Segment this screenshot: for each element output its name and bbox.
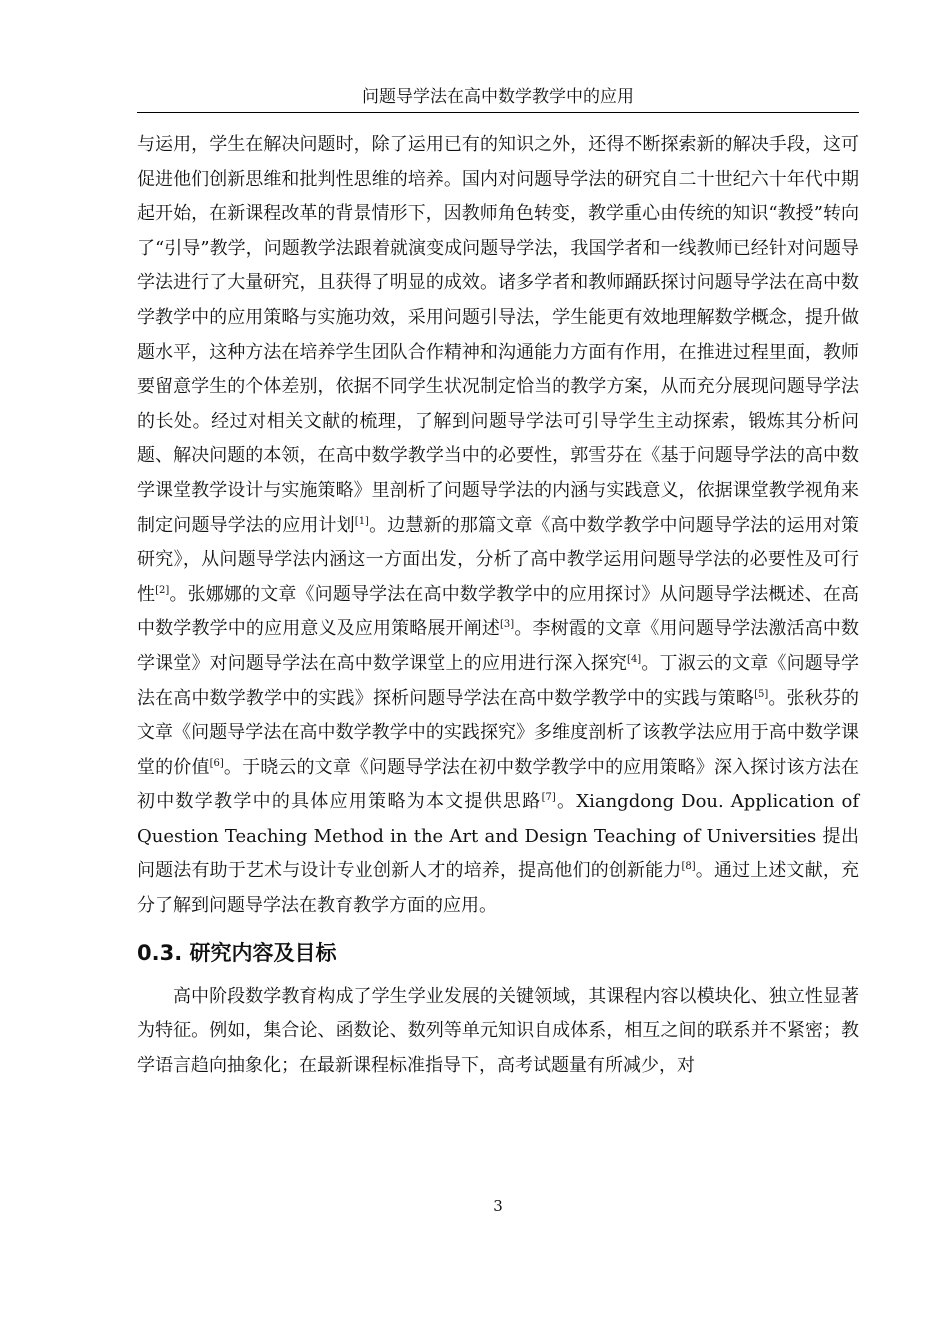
text-segment: 。通过上述文献，充分了解到问题导学法在教育教学方面的应用。 xyxy=(137,860,860,917)
running-header: 问题导学法在高中数学教学中的应用 xyxy=(362,87,634,107)
citation-2: [2] xyxy=(155,584,170,596)
header-rule xyxy=(137,112,859,113)
literature-review-paragraph xyxy=(137,128,859,924)
page-body xyxy=(137,128,859,1083)
citation-8: [8] xyxy=(681,861,696,873)
citation-4: [4] xyxy=(627,653,642,665)
text-segment: 。Xiangdong Dou. Application of Question Teaching Method in the Art and Design Teaching of Universities 提出问题法有助于艺术与设计专业创新人才的培养，提高他们的创新能力 xyxy=(137,791,860,882)
section-heading: 0.3. 研究内容及目标 xyxy=(137,940,337,965)
text-segment: 。边慧新的那篇文章《高中数学教学中问题导学法的运用对策研究》，从问题导学法内涵这一方面出发，分析了高中教学运用问题导学法的必要性及可行性 xyxy=(137,514,860,605)
text-segment: 。张秋芬的文章《问题导学法在高中数学教学中的实践探究》多维度剖析了该教学法应用于高中数学课堂的价值 xyxy=(137,687,859,778)
citation-1: [1] xyxy=(354,515,369,527)
citation-5: [5] xyxy=(754,688,769,700)
text-segment: 。张娜娜的文章《问题导学法在高中数学教学中的应用探讨》从问题导学法概述、在高中数学教学中的应用意义及应用策略展开阐述 xyxy=(137,583,860,640)
citation-7: [7] xyxy=(541,792,556,804)
research-content-paragraph: 高中阶段数学教育构成了学生学业发展的关键领域，其课程内容以模块化、独立性显著为特征。例如，集合论、函数论、数列等单元知识自成体系，相互之间的联系并不紧密；教学语言趋向抽象化；在最新课程标准指导下，高考试题量有所减少，对 xyxy=(137,985,859,1076)
citation-3: [3] xyxy=(500,619,515,631)
page-number: 3 xyxy=(493,1197,503,1215)
text-segment: 。李树霞的文章《用问题导学法激活高中数学课堂》对问题导学法在高中数学课堂上的应用进行深入探究 xyxy=(137,618,860,674)
text-segment: 。于晓云的文章《问题导学法在初中数学教学中的应用策略》深入探讨该方法在初中数学教学中的具体应用策略为本文提供思路 xyxy=(137,756,860,813)
text-segment: 与运用，学生在解决问题时，除了运用已有的知识之外，还得不断探索新的解决手段，这可促进他们创新思维和批判性思维的培养。国内对问题导学法的研究自二十世纪六十年代中期起开始，在新课程改革的背景情形下，因教师角色转变，教学重心由传统的知识“教授”转向了“引导”教学，问题教学法跟着就演变成问题导学法，我国学者和一线教师已经针对问题导学法进行了大量研究，且获得了明显的成效。诸多学者和教师踊跃探讨问题导学法在高中数学教学中的应用策略与实施功效，采用问题引导法，学生能更有效地理解数学概念，提升做题水平，这种方法在培养学生团队合作精神和沟通能力方面有作用，在推进过程里面，教师要留意学生的个体差别，依据不同学生状况制定恰当的教学方案，从而充分展现问题导学法的长处。经过对相关文献的梳理，了解到问题导学法可引导学生主动探索，锻炼其分析问题、解决问题的本领，在高中数学教学当中的必要性，郭雪芬在《基于问题导学法的高中数学课堂教学设计与实施策略》里剖析了问题导学法的内涵与实践意义，依据课堂教学视角来制定问题导学法的应用计划 xyxy=(137,134,859,536)
text-segment: 。丁淑云的文章《问题导学法在高中数学教学中的实践》探析问题导学法在高中数学教学中的实践与策略 xyxy=(137,652,860,709)
citation-6: [6] xyxy=(209,757,224,769)
